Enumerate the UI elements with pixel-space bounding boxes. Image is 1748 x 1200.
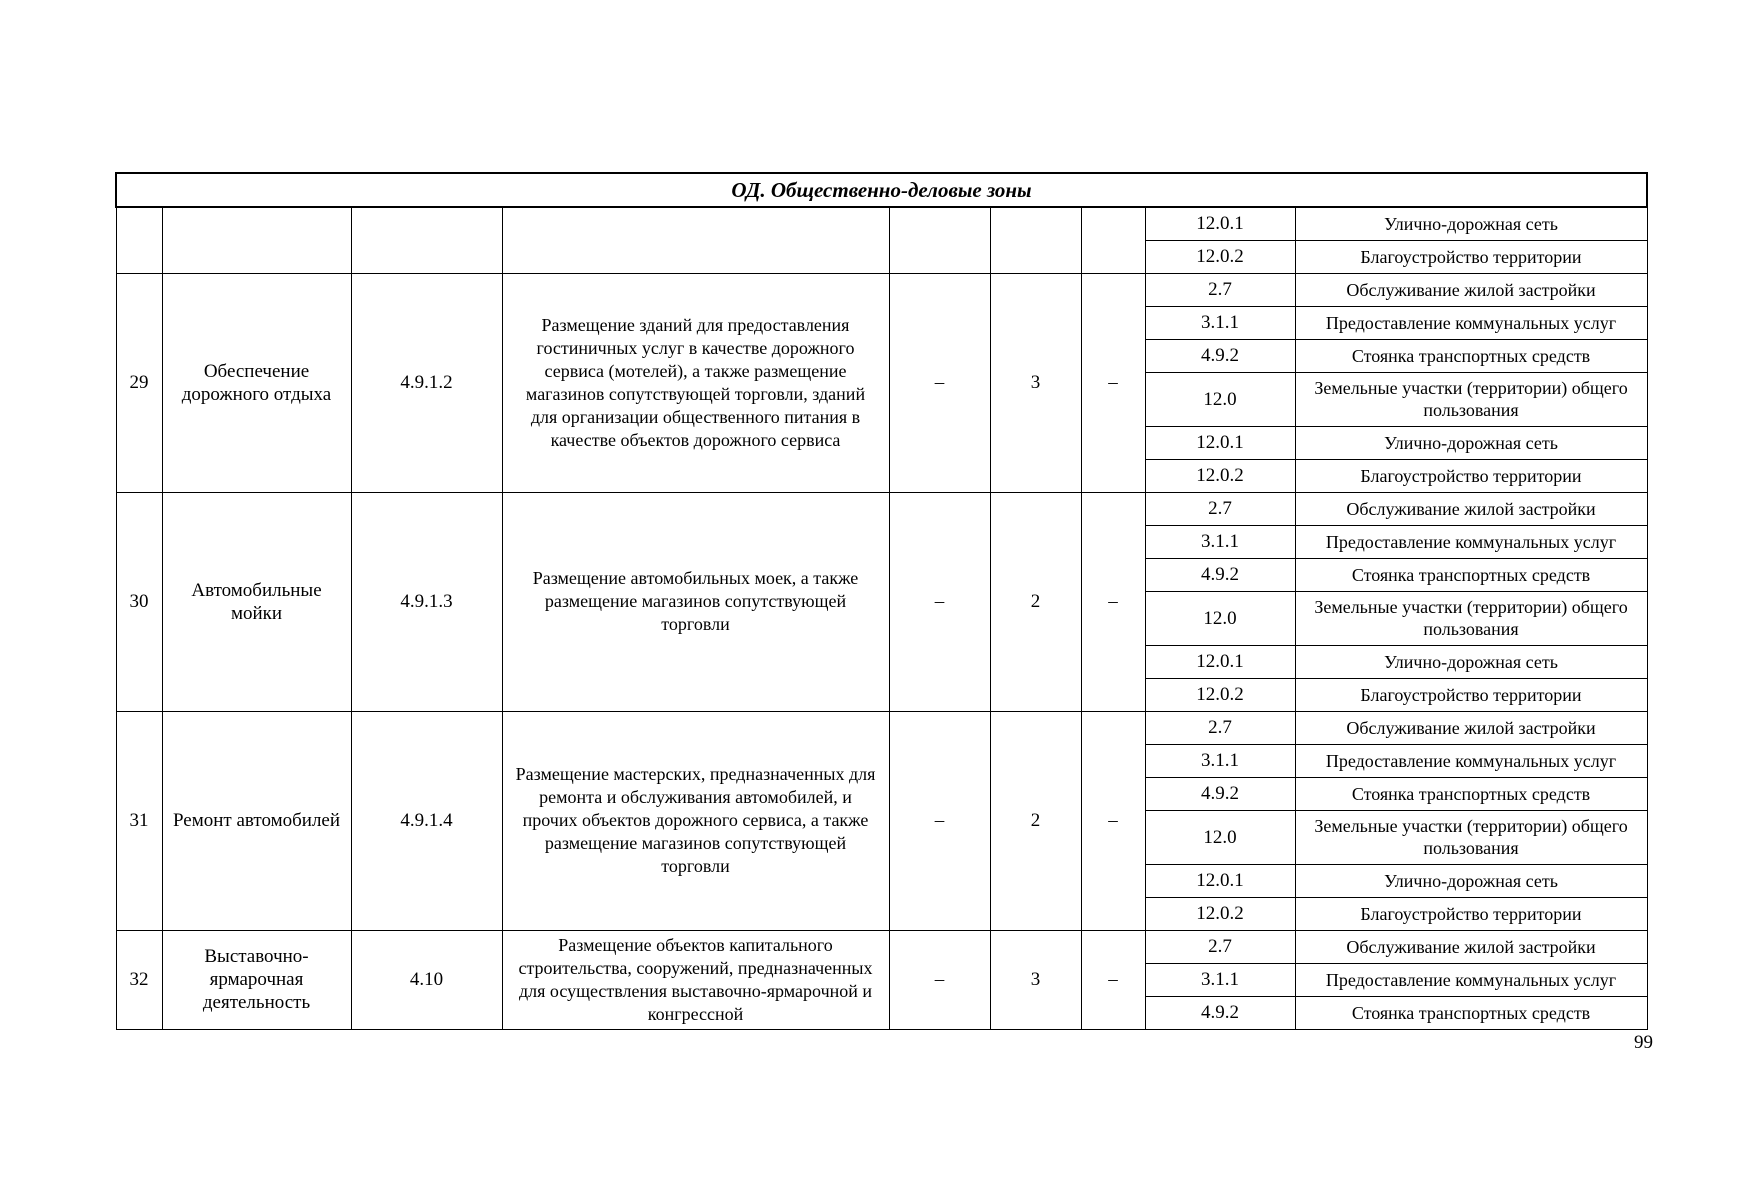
entry-code: 4.9.1.2 [351, 273, 502, 492]
aux-name: Улично-дорожная сеть [1295, 864, 1647, 897]
entry-code: 4.9.1.3 [351, 492, 502, 711]
entry-col7: – [1081, 930, 1145, 1029]
aux-name: Стоянка транспортных средств [1295, 996, 1647, 1029]
aux-name: Улично-дорожная сеть [1295, 645, 1647, 678]
aux-name: Благоустройство территории [1295, 240, 1647, 273]
entry-description: Размещение автомобильных моек, а также размещение магазинов сопутствующей торговли [502, 492, 889, 711]
cell-code [351, 207, 502, 273]
aux-name: Предоставление коммунальных услуг [1295, 963, 1647, 996]
aux-code: 2.7 [1145, 711, 1295, 744]
aux-name: Обслуживание жилой застройки [1295, 711, 1647, 744]
aux-name: Улично-дорожная сеть [1295, 426, 1647, 459]
table-row [116, 492, 1647, 525]
aux-code: 2.7 [1145, 492, 1295, 525]
aux-name: Предоставление коммунальных услуг [1295, 306, 1647, 339]
entry-description: Размещение мастерских, предназначенных для ремонта и обслуживания автомобилей, и прочих объектов дорожного сервиса, а также размещение магазинов сопутствующей торговли [502, 711, 889, 930]
entry-col7: – [1081, 711, 1145, 930]
entry-col5: – [889, 930, 990, 1029]
entry-number: 31 [116, 711, 162, 930]
aux-code: 3.1.1 [1145, 744, 1295, 777]
aux-code: 12.0.2 [1145, 678, 1295, 711]
entry-name: Обеспечение дорожного отдыха [162, 273, 351, 492]
aux-code: 12.0.2 [1145, 459, 1295, 492]
aux-code: 3.1.1 [1145, 306, 1295, 339]
aux-name: Благоустройство территории [1295, 459, 1647, 492]
entry-col5: – [889, 492, 990, 711]
aux-name: Земельные участки (территории) общего пользования [1295, 810, 1647, 864]
entry-col7: – [1081, 273, 1145, 492]
entry-description: Размещение объектов капитального строительства, сооружений, предназначенных для осуществления выставочно-ярмарочной и конгрессной [502, 930, 889, 1029]
aux-code: 12.0.2 [1145, 897, 1295, 930]
entry-col5: – [889, 273, 990, 492]
zoning-table [115, 172, 1648, 1030]
aux-name: Предоставление коммунальных услуг [1295, 744, 1647, 777]
page-number: 99 [1634, 1032, 1653, 1053]
aux-name: Предоставление коммунальных услуг [1295, 525, 1647, 558]
aux-name: Улично-дорожная сеть [1295, 207, 1647, 240]
aux-name: Обслуживание жилой застройки [1295, 273, 1647, 306]
aux-code: 4.9.2 [1145, 558, 1295, 591]
entry-description: Размещение зданий для предоставления гостиничных услуг в качестве дорожного сервиса (мотелей), а также размещение магазинов сопутствующей торговли, зданий для организации общественного питания в качестве объектов дорожного сервиса [502, 273, 889, 492]
aux-code: 2.7 [1145, 273, 1295, 306]
zone-title: ОД. Общественно-деловые зоны [116, 173, 1647, 207]
aux-code: 12.0 [1145, 372, 1295, 426]
entry-col5: – [889, 711, 990, 930]
entry-col6: 3 [990, 930, 1081, 1029]
aux-code: 12.0 [1145, 591, 1295, 645]
cell-col6 [990, 207, 1081, 273]
aux-name: Обслуживание жилой застройки [1295, 492, 1647, 525]
aux-code: 12.0.1 [1145, 645, 1295, 678]
aux-name: Земельные участки (территории) общего пользования [1295, 591, 1647, 645]
entry-col6: 3 [990, 273, 1081, 492]
aux-code: 12.0.2 [1145, 240, 1295, 273]
aux-name: Стоянка транспортных средств [1295, 558, 1647, 591]
entry-number: 32 [116, 930, 162, 1029]
aux-code: 12.0.1 [1145, 426, 1295, 459]
aux-code: 4.9.2 [1145, 339, 1295, 372]
aux-name: Стоянка транспортных средств [1295, 777, 1647, 810]
aux-code: 3.1.1 [1145, 963, 1295, 996]
table-row [116, 930, 1647, 963]
aux-name: Обслуживание жилой застройки [1295, 930, 1647, 963]
entry-code: 4.9.1.4 [351, 711, 502, 930]
entry-name: Ремонт автомобилей [162, 711, 351, 930]
aux-code: 3.1.1 [1145, 525, 1295, 558]
table-row [116, 207, 1647, 240]
aux-code: 12.0.1 [1145, 207, 1295, 240]
cell-num [116, 207, 162, 273]
cell-col5 [889, 207, 990, 273]
entry-name: Автомобильные мойки [162, 492, 351, 711]
aux-name: Стоянка транспортных средств [1295, 339, 1647, 372]
cell-col7 [1081, 207, 1145, 273]
table-row [116, 273, 1647, 306]
aux-name: Благоустройство территории [1295, 897, 1647, 930]
entry-col7: – [1081, 492, 1145, 711]
entry-col6: 2 [990, 492, 1081, 711]
entry-number: 30 [116, 492, 162, 711]
aux-code: 4.9.2 [1145, 777, 1295, 810]
aux-name: Земельные участки (территории) общего пользования [1295, 372, 1647, 426]
cell-description [502, 207, 889, 273]
entry-code: 4.10 [351, 930, 502, 1029]
aux-code: 4.9.2 [1145, 996, 1295, 1029]
entry-number: 29 [116, 273, 162, 492]
entry-name: Выставочно-ярмарочная деятельность [162, 930, 351, 1029]
aux-code: 12.0.1 [1145, 864, 1295, 897]
entry-col6: 2 [990, 711, 1081, 930]
aux-code: 12.0 [1145, 810, 1295, 864]
aux-name: Благоустройство территории [1295, 678, 1647, 711]
cell-name [162, 207, 351, 273]
table-row [116, 711, 1647, 744]
aux-code: 2.7 [1145, 930, 1295, 963]
